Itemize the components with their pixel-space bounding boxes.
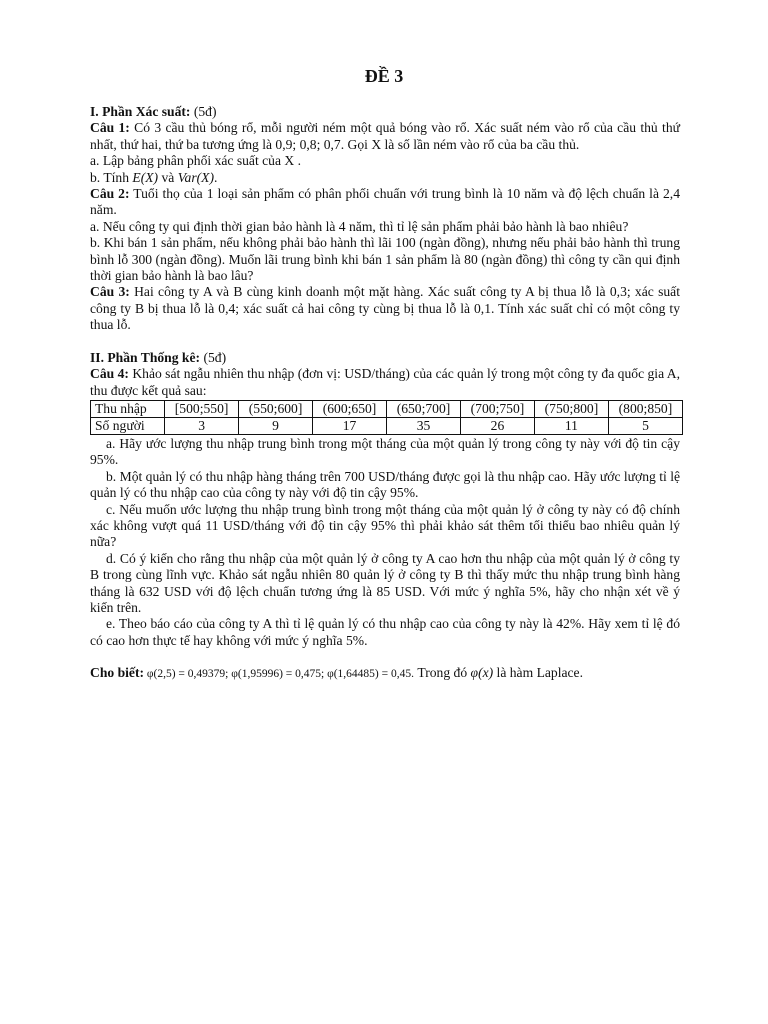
question-1-text: Có 3 cầu thủ bóng rổ, mỗi người ném một quả bóng vào rổ. Xác suất ném vào rổ của cầu thủ thứ nhất, thứ hai, thứ ba tương ứng là 0,9; 0,8; 0,7. Gọi X là số lần ném vào rổ của ba cầu thủ.: [90, 120, 680, 152]
question-2-b: b. Khi bán 1 sản phẩm, nếu không phải bảo hành thì lãi 100 (ngàn đồng), nhưng nếu phải bảo hành thì trung bình lỗ 300 (ngàn đồng). Muốn lãi trung bình khi bán 1 sản phẩm là 80 (ngàn đồng) thì công ty cần qui định thời gian bảo hành là bao lâu?: [90, 235, 680, 284]
table-cell-count: 11: [534, 417, 608, 434]
question-1-b-prefix: b. Tính: [90, 169, 133, 185]
given-label: Cho biết:: [90, 665, 144, 681]
question-1-b: [90, 170, 680, 186]
income-frequency-table: [90, 400, 683, 435]
question-2-a: a. Nếu công ty qui định thời gian bảo hành là 4 năm, thì tỉ lệ sản phẩm phải bảo hành là bao nhiêu?: [90, 218, 629, 234]
given-note: [90, 665, 680, 682]
table-cell-count: 9: [239, 417, 313, 434]
given-tail-suffix: là hàm Laplace.: [493, 665, 583, 681]
part1-heading-label: I. Phần Xác suất:: [90, 104, 191, 119]
question-4-text: Khảo sát ngẫu nhiên thu nhập (đơn vị: USD/tháng) của các quản lý trong một công ty đa quốc gia A, thu được kết quả sau:: [90, 366, 680, 398]
question-3-text: Hai công ty A và B cùng kinh doanh một mặt hàng. Xác suất công ty A bị thua lỗ là 0,3; xác suất công ty B bị thua lỗ là 0,4; xác suất cả hai công ty cùng bị thua lỗ là 0,1. Tính xác suất chỉ có một công ty thua lỗ.: [90, 284, 680, 333]
part1-points: (5đ): [190, 104, 217, 119]
question-1-label: Câu 1:: [90, 120, 130, 136]
table-header-count: Số người: [91, 417, 165, 434]
expectation-expr: E(X): [132, 169, 159, 185]
question-4-d: d. Có ý kiến cho rằng thu nhập của một quản lý ở công ty A cao hơn thu nhập của một quản lý ở công ty B trong cùng lĩnh vực. Khảo sát ngẫu nhiên 80 quản lý ở công ty B thì thấy mức thu nhập trung bình hàng tháng là 632 USD với độ lệch chuẩn tương ứng là 85 USD. Với mức ý nghĩa 5%, hãy cho nhận xét về ý kiến trên.: [90, 550, 680, 615]
table-cell-count: 17: [313, 417, 387, 434]
question-2-text: Tuổi thọ của 1 loại sản phẩm có phân phối chuẩn với trung bình là 10 năm và độ lệch chuẩn là 2,4 năm.: [90, 186, 680, 218]
question-3: [90, 284, 680, 333]
question-2: [90, 186, 680, 219]
table-cell-interval: (650;700]: [387, 400, 461, 417]
table-cell-interval: (800;850]: [608, 400, 682, 417]
page-title: ĐỀ 3: [364, 66, 404, 86]
table-row: [91, 400, 683, 417]
table-cell-interval: (600;650]: [313, 400, 387, 417]
table-cell-interval: [500;550]: [165, 400, 239, 417]
question-4-label: Câu 4:: [90, 366, 129, 382]
part2-points: (5đ): [200, 349, 227, 365]
table-cell-count: 35: [387, 417, 461, 434]
variance-expr: Var(X): [177, 169, 214, 185]
laplace-function: φ(x): [470, 665, 494, 681]
question-4-b: b. Một quản lý có thu nhập hàng tháng trên 700 USD/tháng được gọi là thu nhập cao. Hãy ước lượng tỉ lệ quản lý có thu nhập cao của công ty này với độ tin cậy 95%.: [90, 468, 680, 501]
table-cell-count: 3: [165, 417, 239, 434]
question-4-c: c. Nếu muốn ước lượng thu nhập trung bình trong một tháng của một quản lý ở công ty này có độ chính xác không vượt quá 11 USD/tháng với độ tin cậy 95% thì phải khảo sát thêm tối thiểu bao nhiêu quản lý nữa?: [90, 501, 680, 550]
table-cell-count: 26: [460, 417, 534, 434]
part1-heading: [90, 104, 680, 120]
table-row: [91, 417, 683, 434]
document-body: [90, 104, 680, 683]
laplace-values: φ(2,5) = 0,49379; φ(1,95996) = 0,475; φ(1,64485) = 0,45.: [144, 668, 414, 681]
given-tail-prefix: Trong đó: [414, 665, 471, 681]
question-4: [90, 366, 680, 399]
table-header-income: Thu nhập: [91, 400, 165, 417]
question-3-label: Câu 3:: [90, 284, 130, 300]
question-1-b-end: .: [213, 169, 218, 185]
question-1-b-mid: và: [158, 169, 178, 185]
table-cell-interval: (700;750]: [460, 400, 534, 417]
question-2-label: Câu 2:: [90, 186, 130, 202]
part2-heading-label: II. Phần Thống kê:: [90, 349, 201, 365]
table-cell-interval: (750;800]: [534, 400, 608, 417]
part2-heading: [90, 350, 680, 366]
question-1-a: a. Lập bảng phân phối xác suất của X .: [90, 153, 302, 169]
question-4-a: a. Hãy ước lượng thu nhập trung bình trong một tháng của một quản lý trong công ty này với độ tin cậy 95%.: [90, 435, 680, 468]
question-4-e: e. Theo báo cáo của công ty A thì tỉ lệ quản lý có thu nhập cao của công ty này là 42%. Hãy xem tỉ lệ đó có cao hơn thực tế hay không với mức ý nghĩa 5%.: [90, 616, 680, 648]
section-gap: [90, 334, 680, 350]
question-1: [90, 120, 680, 153]
table-cell-interval: (550;600]: [239, 400, 313, 417]
table-cell-count: 5: [608, 417, 682, 434]
